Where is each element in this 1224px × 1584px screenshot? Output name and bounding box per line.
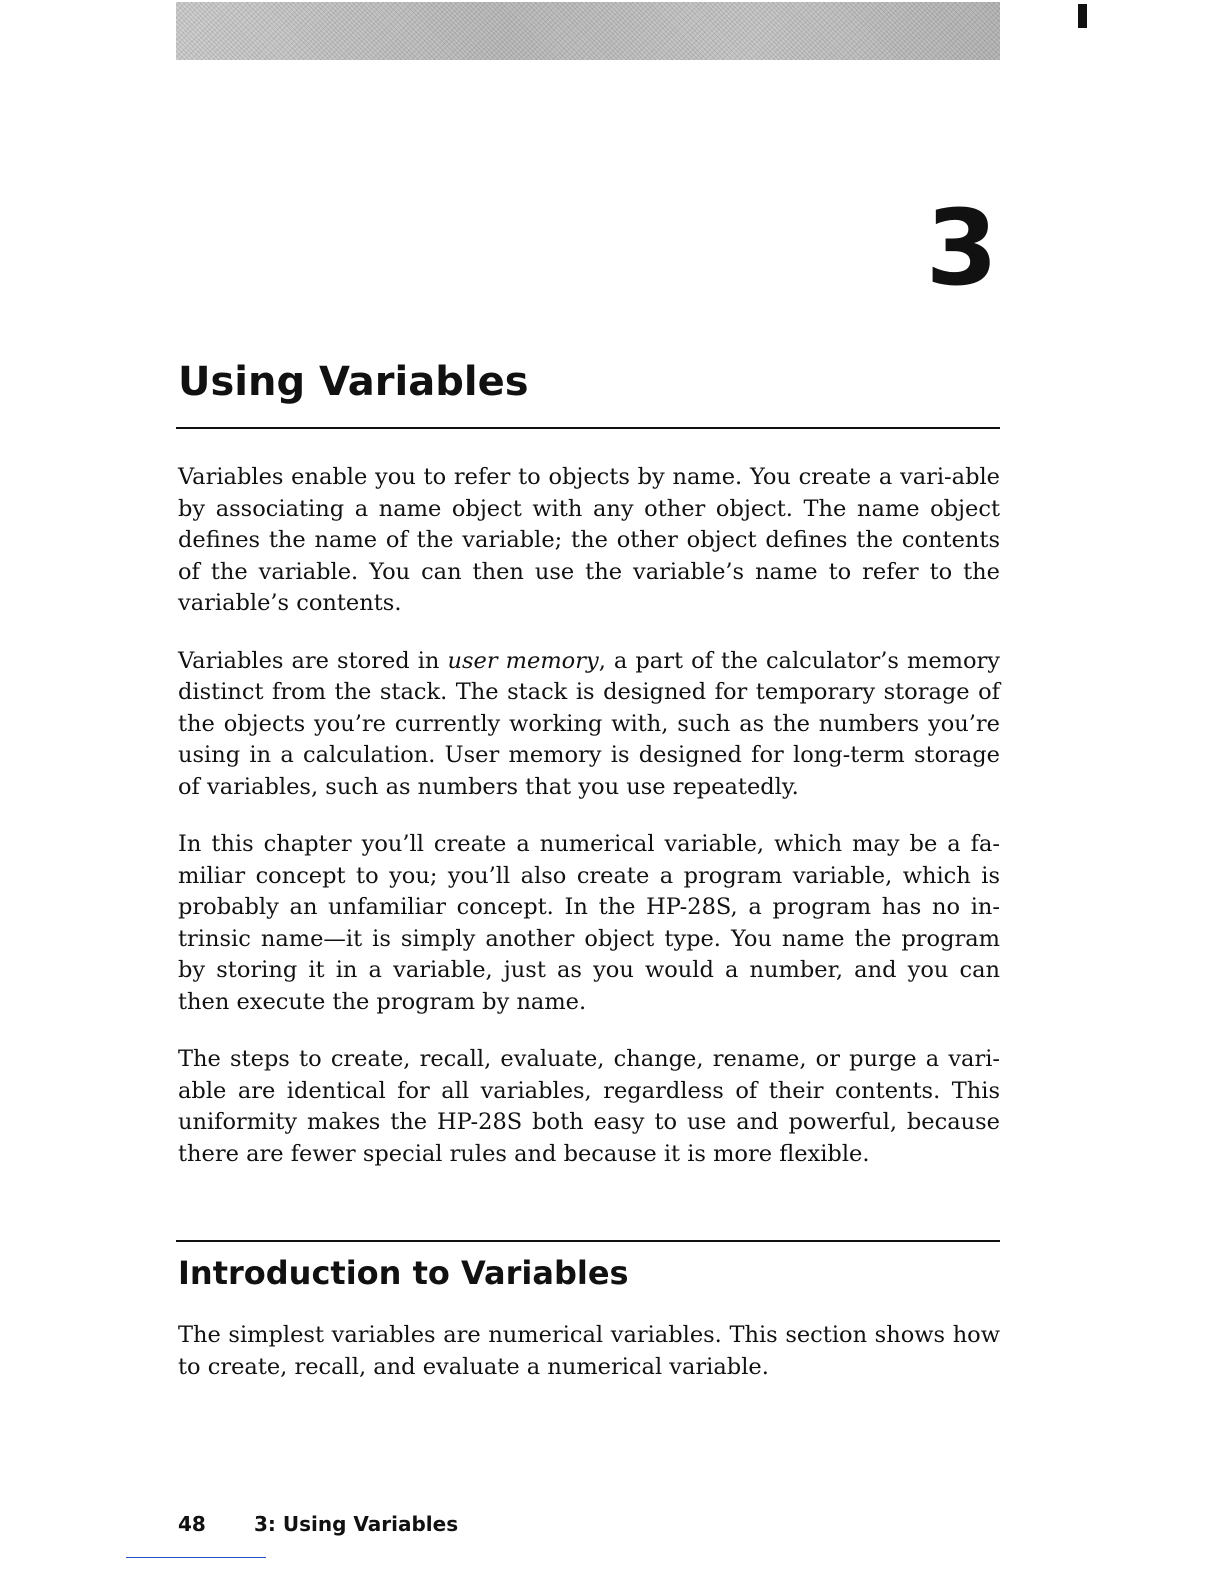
page-number: 48: [178, 1512, 206, 1536]
page-edge-mark: [1078, 4, 1087, 28]
paragraph-text: In this chapter you’ll create a numerical variable, which may be a fa-miliar concept to you; you’ll also create a program variable, which is probably an unfamiliar concept. In the HP-28S, a program has no in-trinsic name—it is simply another object type. You name the program by storing it in a variable, just as you would a number, and you can then execute the program by name.: [178, 831, 1000, 1015]
chapter-intro: [178, 462, 1000, 1196]
intro-paragraph-1: [178, 462, 1000, 620]
chapter-number: 3: [925, 187, 998, 309]
chapter-title-rule: [176, 427, 1000, 429]
chapter-title: Using Variables: [178, 359, 529, 405]
bottom-edge-line: [126, 1557, 266, 1558]
paragraph-text: Variables are stored in: [178, 647, 448, 674]
section-body: [178, 1320, 1000, 1409]
header-band: [176, 2, 1000, 60]
section-rule: [176, 1240, 1000, 1242]
paragraph-text: , a part of the calculator’s memory distinct from the stack. The stack is designed for temporary storage of the objects you’re currently working with, such as the numbers you’re using in a calculation. User memory is designed for long-term storage of variables, such as numbers that you use repeatedly.: [178, 647, 1000, 800]
emphasized-term: user memory: [447, 647, 599, 674]
paragraph-text: Variables enable you to refer to objects by name. You create a vari-able by associating a name object with any other object. The name object defines the name of the variable; the other object defines the contents of the variable. You can then use the variable’s name to refer to the variable’s contents.: [178, 464, 1000, 616]
intro-paragraph-3: [178, 829, 1000, 1018]
page-footer: [178, 1510, 458, 1538]
section-title: Introduction to Variables: [178, 1254, 629, 1292]
running-title: 3: Using Variables: [254, 1512, 459, 1536]
intro-paragraph-2: [178, 646, 1000, 804]
section-paragraph: The simplest variables are numerical variables. This section shows how to create, recall, and evaluate a numerical variable.: [178, 1322, 1000, 1380]
intro-paragraph-4: [178, 1044, 1000, 1170]
paragraph-text: The steps to create, recall, evaluate, change, rename, or purge a vari-able are identical for all variables, regardless of their contents. This uniformity makes the HP-28S both easy to use and powerful, because there are fewer special rules and because it is more flexible.: [178, 1046, 1000, 1167]
